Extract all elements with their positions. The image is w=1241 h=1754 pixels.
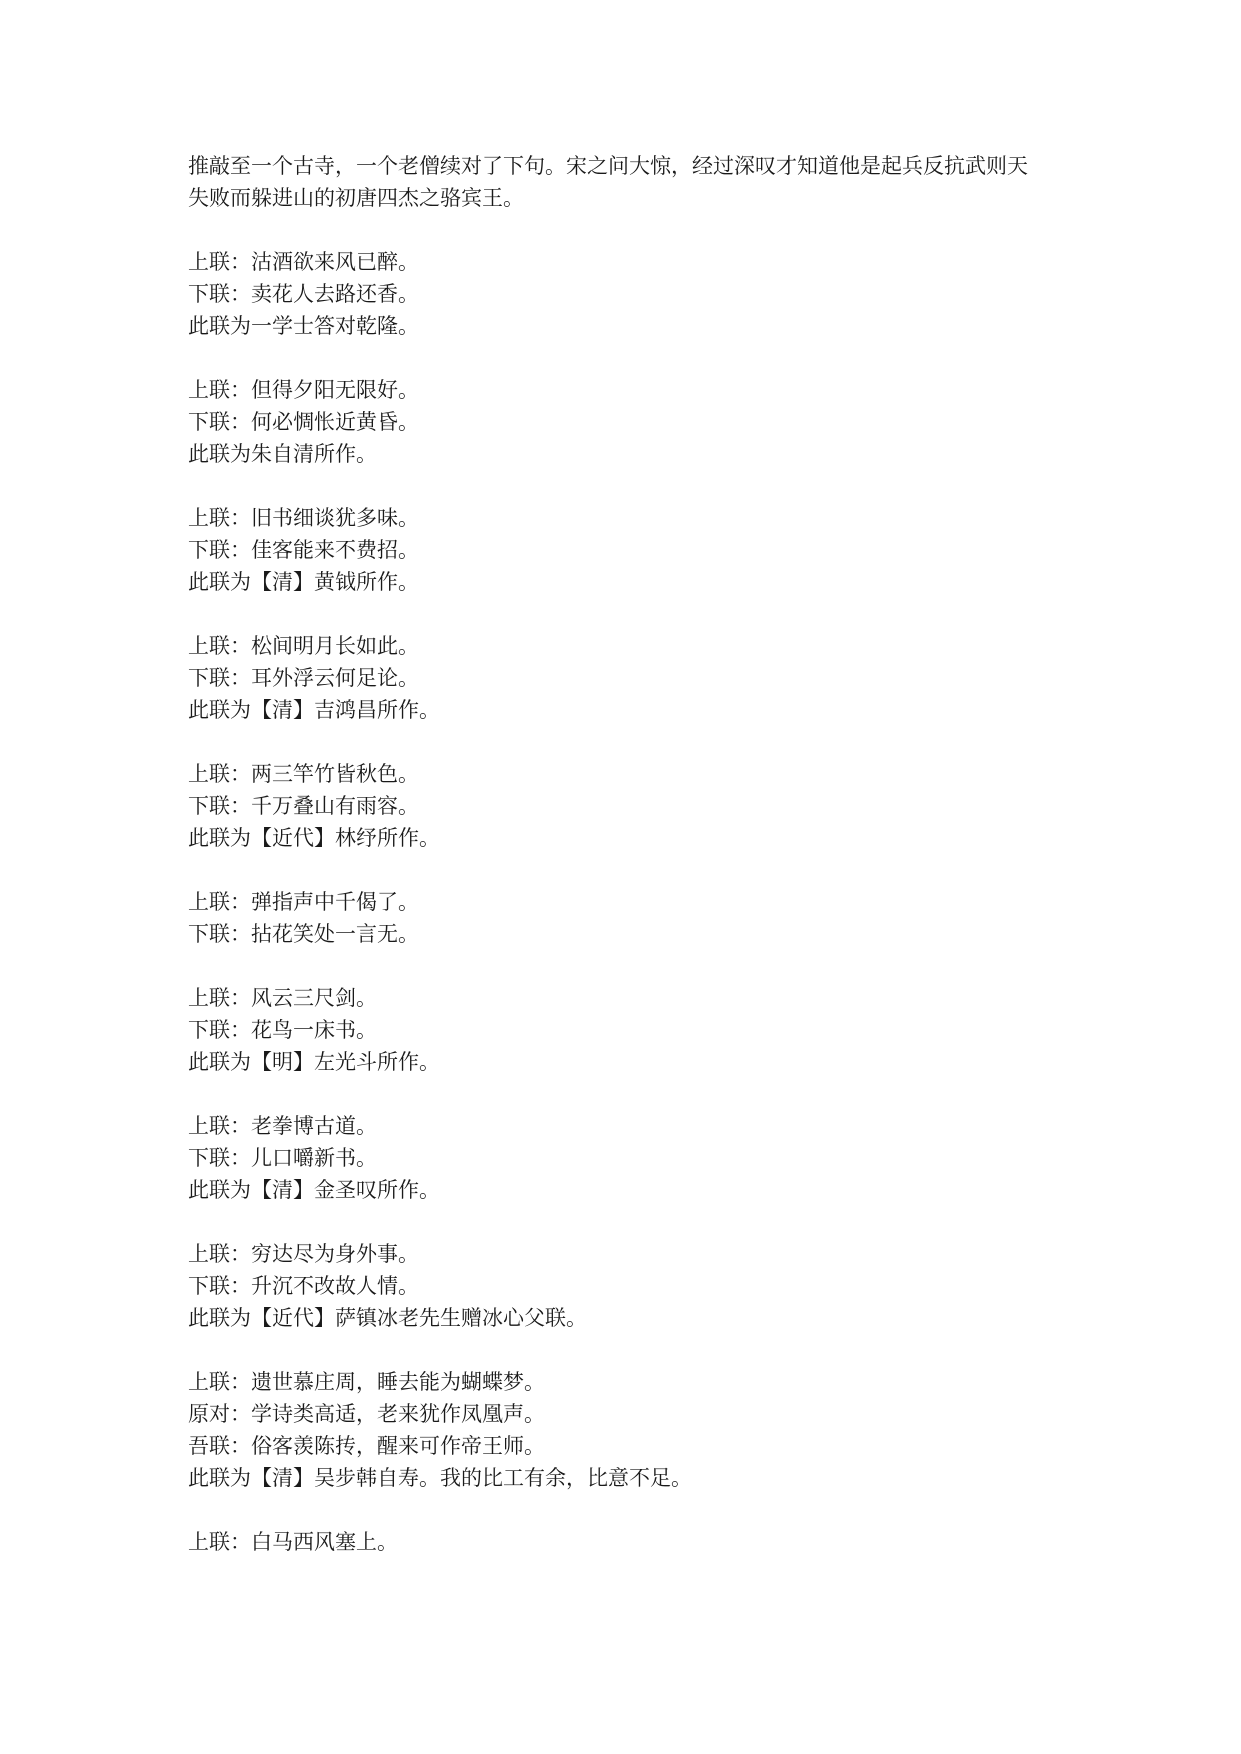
couplet-block [188,1366,1068,1494]
couplet-note: 此联为【明】左光斗所作。 [188,1050,440,1074]
couplet-block [188,886,1068,950]
paragraph-gap [188,214,1068,246]
couplet-line: 上联：穷达尽为身外事。 [188,1242,419,1266]
couplet-line: 下联：何必惆怅近黄昏。 [188,410,419,434]
intro-line: 推敲至一个古寺，一个老僧续对了下句。宋之问大惊，经过深叹才知道他是起兵反抗武则天 [188,154,1028,178]
couplet-block [188,982,1068,1078]
couplet-note: 此联为【近代】林纾所作。 [188,826,440,850]
couplet-line: 下联：升沉不改故人情。 [188,1274,419,1298]
paragraph-gap [188,854,1068,886]
couplet-note: 此联为【近代】萨镇冰老先生赠冰心父联。 [188,1306,587,1330]
couplet-line: 吾联：俗客羡陈抟，醒来可作帝王师。 [188,1434,545,1458]
paragraph-gap [188,726,1068,758]
couplet-line: 下联：花鸟一床书。 [188,1018,377,1042]
couplet-block [188,502,1068,598]
couplet-line: 上联：弹指声中千偈了。 [188,890,419,914]
couplet-line: 上联：老拳博古道。 [188,1114,377,1138]
couplet-line: 下联：儿口嚼新书。 [188,1146,377,1170]
couplet-block [188,630,1068,726]
couplet-block [188,1238,1068,1334]
couplet-note: 此联为【清】吉鸿昌所作。 [188,698,440,722]
couplet-line: 下联：千万叠山有雨容。 [188,794,419,818]
couplet-line: 下联：拈花笑处一言无。 [188,922,419,946]
couplet-note: 此联为朱自清所作。 [188,442,377,466]
couplet-line: 上联：但得夕阳无限好。 [188,378,419,402]
couplet-block [188,246,1068,342]
couplet-line: 上联：沽酒欲来风已醉。 [188,250,419,274]
couplet-line: 下联：卖花人去路还香。 [188,282,419,306]
couplet-block [188,374,1068,470]
couplet-line: 上联：旧书细谈犹多味。 [188,506,419,530]
couplet-block [188,758,1068,854]
couplet-line: 上联：风云三尺剑。 [188,986,377,1010]
paragraph-gap [188,1334,1068,1366]
paragraph-gap [188,342,1068,374]
intro-line: 失败而躲进山的初唐四杰之骆宾王。 [188,186,524,210]
couplet-line: 下联：耳外浮云何足论。 [188,666,419,690]
couplet-note: 此联为【清】吴步韩自寿。我的比工有余，比意不足。 [188,1466,692,1490]
couplet-note: 此联为一学士答对乾隆。 [188,314,419,338]
couplet-line: 上联：白马西风塞上。 [188,1530,398,1554]
paragraph-gap [188,470,1068,502]
paragraph-gap [188,950,1068,982]
couplet-note: 此联为【清】金圣叹所作。 [188,1178,440,1202]
couplet-line: 上联：遗世慕庄周，睡去能为蝴蝶梦。 [188,1370,545,1394]
couplet-block [188,1110,1068,1206]
document-page [188,150,1068,1558]
couplet-line: 上联：两三竿竹皆秋色。 [188,762,419,786]
paragraph-gap [188,598,1068,630]
couplet-note: 此联为【清】黄钺所作。 [188,570,419,594]
couplet-line: 上联：松间明月长如此。 [188,634,419,658]
couplet-block [188,1526,1068,1558]
paragraph-gap [188,1494,1068,1526]
couplet-line: 原对：学诗类高适，老来犹作凤凰声。 [188,1402,545,1426]
paragraph-gap [188,1206,1068,1238]
couplet-line: 下联：佳客能来不费招。 [188,538,419,562]
paragraph-gap [188,1078,1068,1110]
